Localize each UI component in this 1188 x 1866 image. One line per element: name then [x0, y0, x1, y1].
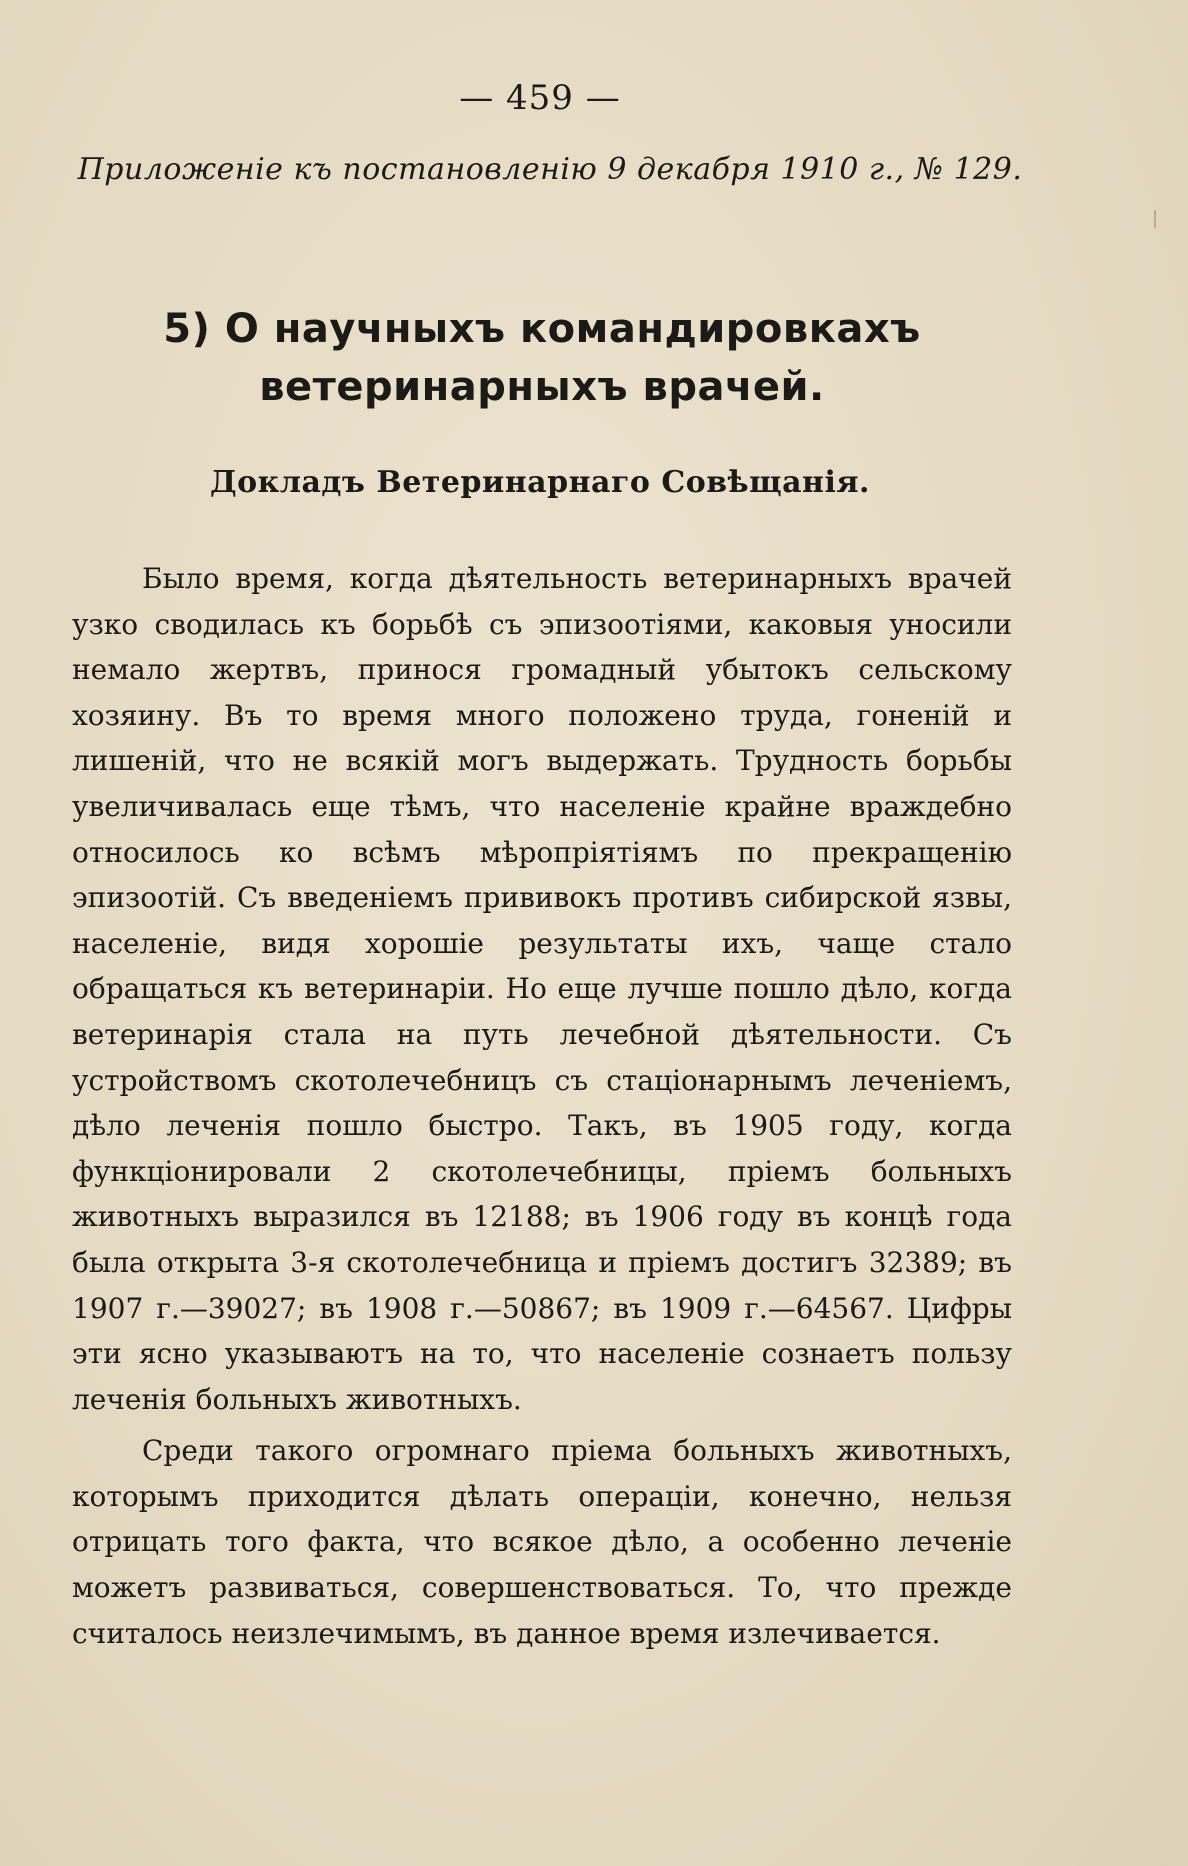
- paragraph: Среди такого огромнаго пріема больныхъ животныхъ, которымъ приходится дѣлать операціи, конечно, нельзя отрицать того факта, что всякое дѣло, а особенно леченіе можетъ развиваться, совершенствоваться. То, что прежде считалось неизлечимымъ, въ данное время излечивается.: [72, 1434, 1012, 1650]
- paragraph: Было время, когда дѣятельность ветеринарныхъ врачей узко сводилась къ борьбѣ съ эпизоотіями, каковыя уносили немало жертвъ, принося громадный убытокъ сельскому хозяину. Въ то время много положено труда, гоненій и лишеній, что не всякій могъ выдержать. Трудность борьбы увеличивалась еще тѣмъ, что населеніе крайне враждебно относилось ко всѣмъ мѣропріятіямъ по прекращенію эпизоотій. Съ введеніемъ прививокъ противъ сибирской язвы, населеніе, видя хорошіе результаты ихъ, чаще стало обращаться къ ветеринаріи. Но еще лучше пошло дѣло, когда ветеринарія стала на путь лечебной дѣятельности. Съ устройствомъ скотолечебницъ съ стаціонарнымъ леченіемъ, дѣло леченія пошло быстро. Такъ, въ 1905 году, когда функціонировали 2 скотолечебницы, пріемъ больныхъ животныхъ выразился въ 12188; въ 1906 году въ концѣ года была открыта 3-я скотолечебница и пріемъ достигъ 32389; въ 1907 г.—39027; въ 1908 г.—50867; въ 1909 г.—64567. Цифры эти ясно указываютъ на то, что населеніе сознаетъ пользу леченія больныхъ животныхъ.: [72, 562, 1012, 1416]
- appendix-note: Приложеніе къ постановленію 9 декабря 1910 г., № 129.: [77, 152, 1023, 187]
- body-text: [72, 556, 1012, 1656]
- paper-edge-mark: [1154, 210, 1156, 228]
- report-title: Докладъ Ветеринарнаго Совѣщанія.: [209, 465, 871, 500]
- page-number: — 459 —: [459, 78, 621, 118]
- section-title: 5) О научныхъ командировкахъ ветеринарныхъ врачей.: [163, 306, 921, 410]
